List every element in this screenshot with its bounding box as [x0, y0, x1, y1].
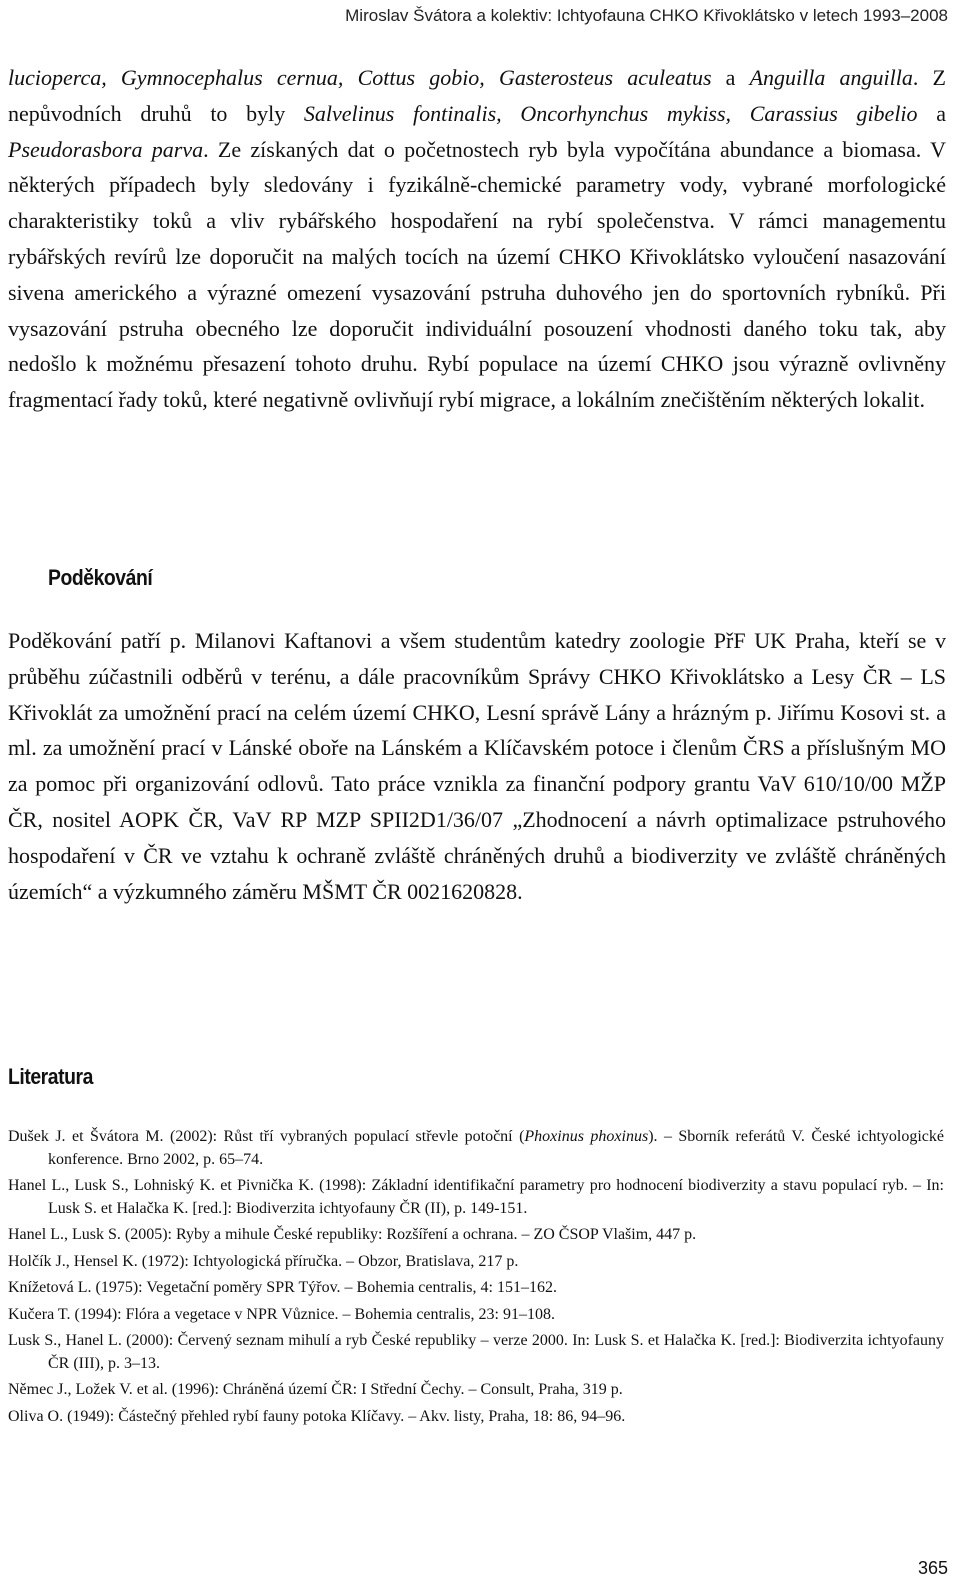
species-italic: Phoxinus phoxinus	[524, 1128, 649, 1145]
reference-item: Němec J., Ložek V. et al. (1996): Chráněná území ČR: I Střední Čechy. – Consult, Praha, 319 p.	[8, 1381, 623, 1398]
reference-item: Oliva O. (1949): Částečný přehled rybí fauny potoka Klíčavy. – Akv. listy, Praha, 18: 86, 94–96.	[8, 1407, 626, 1425]
reference-item: Hanel L., Lusk S., Lohniský K. et Pivnička K. (1998): Základní identifikační parametry pro hodnocení biodiverzity a stavu populací ryb. – In: Lusk S. et Halačka K. [red.]: Biodiverzita ichtyofauny ČR (II), p. 149-151.	[8, 1177, 944, 1217]
reference-item: Kučera T. (1994): Flóra a vegetace v NPR Vůznice. – Bohemia centralis, 23: 91–108.	[8, 1305, 555, 1323]
page-number: 365	[917, 1558, 948, 1578]
literature-heading: Literatura	[8, 1064, 93, 1089]
species-italic: lucioperca, Gymnocephalus cernua, Cottus gobio, Gasterosteus aculeatus	[8, 65, 712, 90]
text-run: a	[917, 100, 946, 126]
acknowledgements-heading: Poděkování	[48, 565, 153, 590]
reference-item: Hanel L., Lusk S. (2005): Ryby a mihule České republiky: Rozšíření a ochrana. – ZO ČSOP Vlašim, 447 p.	[8, 1226, 697, 1243]
reference-item: Holčík J., Hensel K. (1972): Ichtyologická příručka. – Obzor, Bratislava, 217 p.	[8, 1252, 519, 1270]
reference-list	[8, 1126, 944, 1432]
reference-item: Knížetová L. (1975): Vegetační poměry SPR Týřov. – Bohemia centralis, 4: 151–162.	[8, 1279, 557, 1296]
text-run: . Ze získaných dat o početnostech ryb byla vypočítána abundance a biomasa. V některých případech byly sledovány i fyzikálně-chemické parametry vody, vybrané morfologické charakteristiky toků a vliv rybářského hospodaření na rybí společenstva. V rámci managementu rybářských revírů lze doporučit na malých tocích na území CHKO Křivoklátsko vyloučení nasazování sivena amerického a výrazné omezení vysazování pstruha duhového jen do sportovních rybníků. Při vysazování pstruha obecného lze doporučit individuální posouzení vhodnosti daného toku tak, aby nedošlo k možnému přesazení tohoto druhu. Rybí populace na území CHKO jsou výrazně ovlivněny fragmentací řady toků, které negativně ovlivňují rybí migrace, a lokálním znečištěním některých lokalit.	[8, 136, 947, 413]
results-paragraph	[8, 60, 946, 418]
species-italic: Salvelinus fontinalis, Oncorhynchus mykiss, Carassius gibelio	[303, 100, 918, 126]
species-italic: Anguilla anguilla	[749, 65, 913, 90]
text-run: a	[711, 65, 750, 90]
text-run: . Z nepůvodních druhů to byly	[8, 65, 946, 126]
acknowledgements-paragraph: Poděkování patří p. Milanovi Kaftanovi a všem studentům katedry zoologie PřF UK Praha, kteří se v průběhu zúčastnili odběrů v terénu, a dále pracovníkům Správy CHKO Křivoklátsko a Lesy ČR – LS Křivoklát za umožnění prací na celém území CHKO, Lesní správě Lány a hrázným p. Jiřímu Kosovi st. a ml. za umožnění prací v Lánské oboře na Lánském a Klíčavském potoce i členům ČRS a příslušným MO za pomoc při organizování odlovů. Tato práce vznikla za finanční podpory grantu VaV 610/10/00 MŽP ČR, nositel AOPK ČR, VaV RP MZP SPII2D1/36/07 „Zhodnocení a návrh optimalizace pstruhového hospodaření v ČR ve vztahu k ochraně zvláště chráněných druhů a biodiverzity ve zvláště chráněných územích“ a výzkumného záměru MŠMT ČR 0021620828.	[8, 628, 946, 904]
running-header: Miroslav Švátora a kolektiv: Ichtyofauna CHKO Křivoklátsko v letech 1993–2008	[345, 6, 948, 25]
species-italic: Pseudorasbora parva	[8, 136, 204, 162]
reference-item: Lusk S., Hanel L. (2000): Červený seznam mihulí a ryb České republiky – verze 2000. In: Lusk S. et Halačka K. [red.]: Biodiverzita ichtyofauny ČR (III), p. 3–13.	[8, 1332, 944, 1372]
reference-item: Dušek J. et Švátora M. (2002): Růst tří vybraných populací střevle potoční (Phoxinus phoxinus). – Sborník referátů V. České ichtyologické konference. Brno 2002, p. 65–74.	[8, 1128, 945, 1168]
